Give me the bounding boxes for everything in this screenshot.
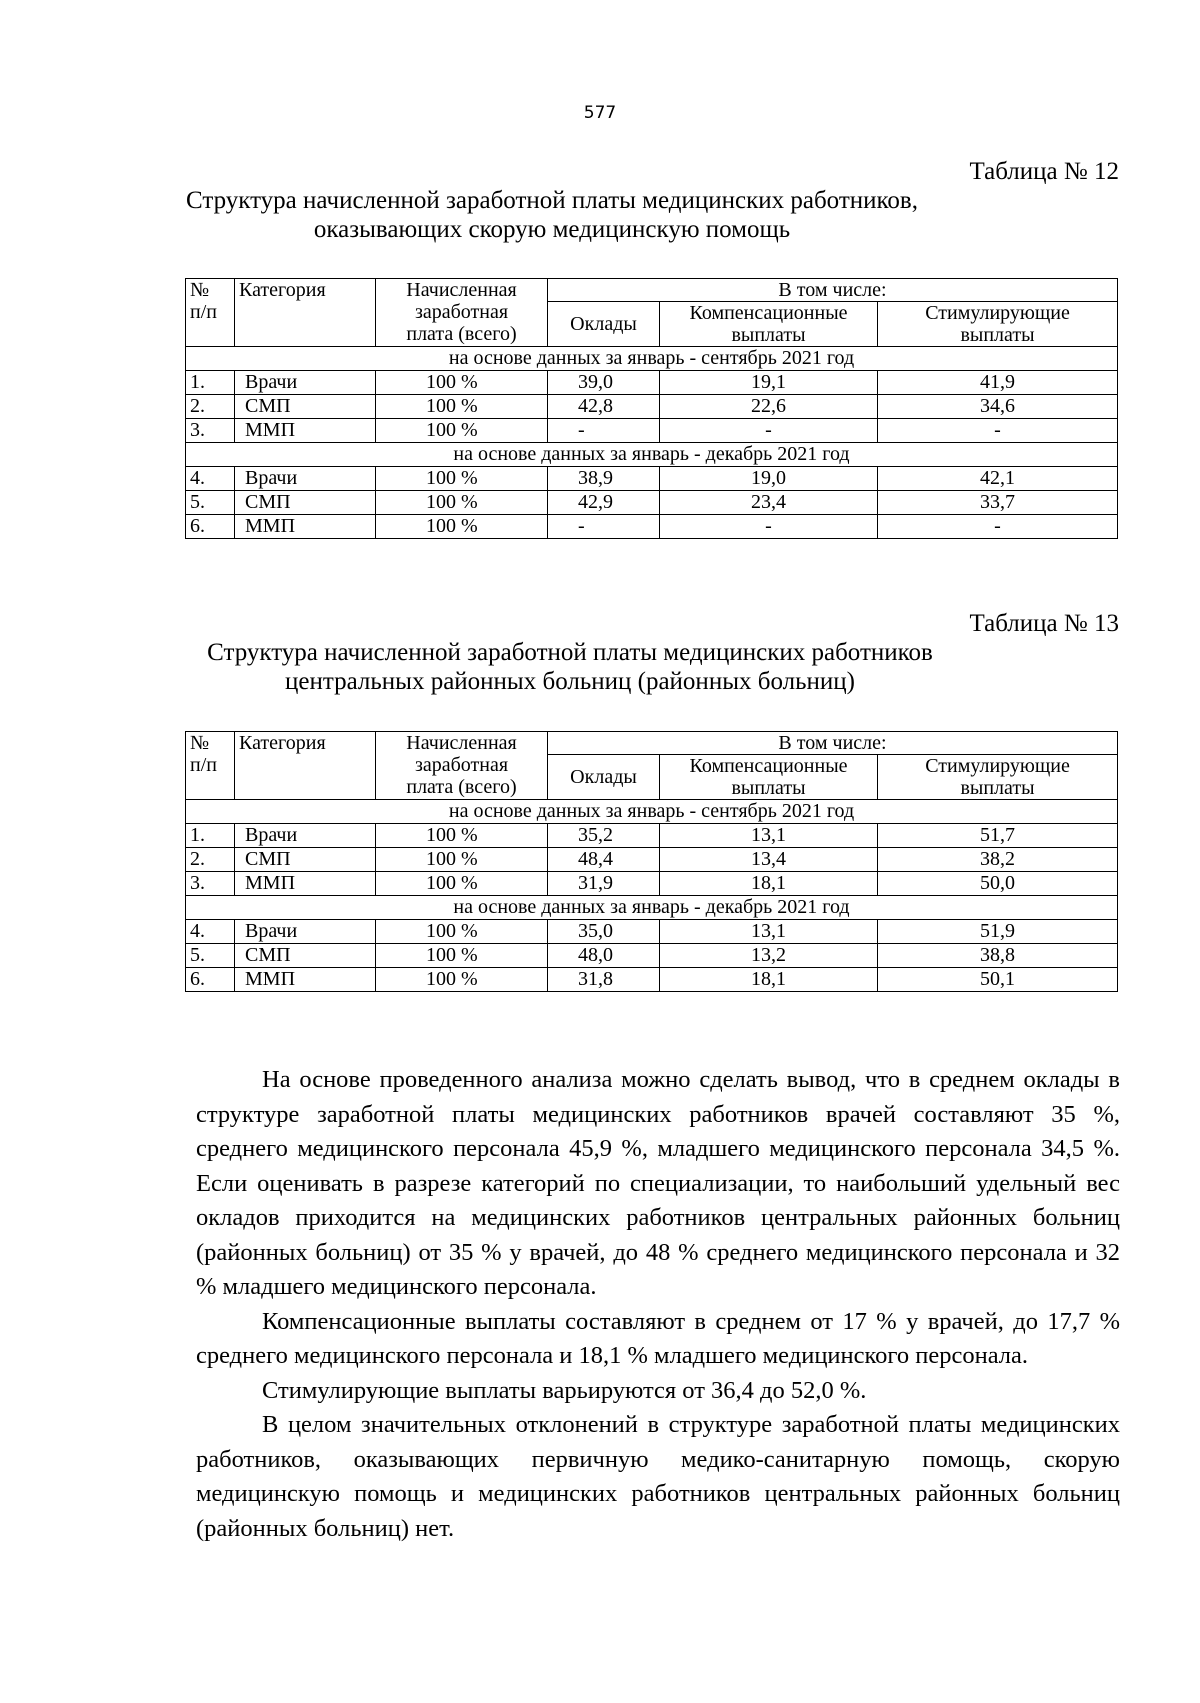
row-incentive: 50,0 [878,872,1118,896]
row-salaries: 35,0 [548,920,660,944]
header-salaries: Оклады [548,302,660,347]
row-incentive: - [878,515,1118,539]
row-total: 100 % [376,920,548,944]
row-total: 100 % [376,824,548,848]
row-incentive: 34,6 [878,395,1118,419]
row-salaries: 39,0 [548,371,660,395]
row-total: 100 % [376,872,548,896]
table-13 [185,731,1118,992]
row-category: ММП [235,872,376,896]
row-salaries: 38,9 [548,467,660,491]
row-number: 5. [186,944,235,968]
table-row [186,944,1118,968]
row-category: СМП [235,491,376,515]
row-number: 3. [186,419,235,443]
table-13-caption-line-1: Структура начисленной заработной платы медицинских работников [207,639,933,666]
row-category: Врачи [235,920,376,944]
header-category: Категория [235,732,376,800]
page-number: 577 [583,103,617,123]
section-row [186,800,1118,824]
row-compensation: 13,1 [660,824,878,848]
header-total: Начисленная заработная плата (всего) [376,732,548,800]
row-category: ММП [235,968,376,992]
paragraph-2: Компенсационные выплаты составляют в среднем от 17 % у врачей, до 17,7 % среднего медицинского персонала и 18,1 % младшего медицинского персонала. [196,1307,1120,1369]
row-salaries: 42,8 [548,395,660,419]
header-salaries: Оклады [548,755,660,800]
row-compensation: 19,0 [660,467,878,491]
table-row [186,920,1118,944]
paragraph-4: В целом значительных отклонений в структуре заработной платы медицинских работников, оказывающих первичную медико-санитарную помощь, скорую медицинскую помощь и медицинских работников центральных районных больниц (районных больниц) нет. [196,1411,1120,1542]
paragraph-1: На основе проведенного анализа можно сделать вывод, что в среднем оклады в структуре заработной платы медицинских работников врачей составляют 35 %, среднего медицинского персонала 45,9 %, младшего медицинского персонала 34,5 %. Если оценивать в разрезе категорий по специализации, то наибольший удельный вес окладов приходится на медицинских работников центральных районных больниц (районных больниц) от 35 % у врачей, до 48 % среднего медицинского персонала и 32 % младшего медицинского персонала. [196,1066,1120,1300]
table-row [186,824,1118,848]
table-13-caption-line-2: центральных районных больниц (районных больниц) [285,668,855,695]
row-incentive: 33,7 [878,491,1118,515]
header-num: № п/п [186,732,235,800]
section-title: на основе данных за январь - декабрь 2021 год [186,443,1118,467]
row-total: 100 % [376,419,548,443]
row-salaries: 48,4 [548,848,660,872]
row-compensation: - [660,419,878,443]
row-salaries: 42,9 [548,491,660,515]
row-number: 1. [186,371,235,395]
table-12-caption-line-2: оказывающих скорую медицинскую помощь [313,216,791,243]
row-compensation: 23,4 [660,491,878,515]
table-row [186,395,1118,419]
header-including: В том числе: [548,732,1118,755]
row-category: СМП [235,848,376,872]
row-category: ММП [235,419,376,443]
row-incentive: 50,1 [878,968,1118,992]
row-salaries: 31,9 [548,872,660,896]
section-title: на основе данных за январь - декабрь 2021 год [186,896,1118,920]
row-category: Врачи [235,824,376,848]
table-13-number: Таблица № 13 [969,610,1119,637]
header-category: Категория [235,279,376,347]
row-total: 100 % [376,491,548,515]
table-row [186,968,1118,992]
header-incentive: Стимулирующие выплаты [878,302,1118,347]
row-incentive: 38,2 [878,848,1118,872]
row-total: 100 % [376,848,548,872]
section-row [186,347,1118,371]
row-compensation: 13,2 [660,944,878,968]
row-compensation: 18,1 [660,872,878,896]
row-incentive: 41,9 [878,371,1118,395]
table-row [186,419,1118,443]
table-row [186,491,1118,515]
row-category: ММП [235,515,376,539]
row-incentive: 51,7 [878,824,1118,848]
row-number: 6. [186,968,235,992]
row-total: 100 % [376,395,548,419]
header-row [186,279,1118,302]
row-salaries: - [548,419,660,443]
section-row [186,443,1118,467]
table-12 [185,278,1118,539]
row-number: 1. [186,824,235,848]
row-number: 4. [186,920,235,944]
header-compensation: Компенсационные выплаты [660,755,878,800]
table-12-caption [0,186,1152,244]
row-incentive: 38,8 [878,944,1118,968]
row-category: Врачи [235,371,376,395]
section-title: на основе данных за январь - сентябрь 2021 год [186,347,1118,371]
row-salaries: 48,0 [548,944,660,968]
row-compensation: 13,4 [660,848,878,872]
table-12-caption-line-1: Структура начисленной заработной платы медицинских работников, [186,187,918,214]
row-category: СМП [235,944,376,968]
row-number: 4. [186,467,235,491]
row-number: 3. [186,872,235,896]
row-salaries: 35,2 [548,824,660,848]
row-incentive: - [878,419,1118,443]
row-total: 100 % [376,944,548,968]
table-row [186,515,1118,539]
row-total: 100 % [376,515,548,539]
body-text [196,1063,1120,1546]
row-compensation: 18,1 [660,968,878,992]
header-incentive: Стимулирующие выплаты [878,755,1118,800]
row-incentive: 51,9 [878,920,1118,944]
header-row [186,732,1118,755]
row-number: 5. [186,491,235,515]
table-row [186,467,1118,491]
row-salaries: - [548,515,660,539]
table-row [186,848,1118,872]
row-total: 100 % [376,968,548,992]
row-compensation: - [660,515,878,539]
row-total: 100 % [376,467,548,491]
row-incentive: 42,1 [878,467,1118,491]
header-total: Начисленная заработная плата (всего) [376,279,548,347]
header-compensation: Компенсационные выплаты [660,302,878,347]
section-title: на основе данных за январь - сентябрь 2021 год [186,800,1118,824]
row-category: Врачи [235,467,376,491]
row-compensation: 19,1 [660,371,878,395]
row-salaries: 31,8 [548,968,660,992]
row-compensation: 22,6 [660,395,878,419]
paragraph-3: Стимулирующие выплаты варьируются от 36,4 до 52,0 %. [262,1376,867,1404]
row-compensation: 13,1 [660,920,878,944]
row-number: 2. [186,395,235,419]
header-including: В том числе: [548,279,1118,302]
table-13-caption [0,638,1170,696]
row-number: 6. [186,515,235,539]
table-row [186,371,1118,395]
section-row [186,896,1118,920]
row-category: СМП [235,395,376,419]
row-number: 2. [186,848,235,872]
table-row [186,872,1118,896]
header-num: № п/п [186,279,235,347]
table-12-number: Таблица № 12 [969,158,1119,185]
row-total: 100 % [376,371,548,395]
